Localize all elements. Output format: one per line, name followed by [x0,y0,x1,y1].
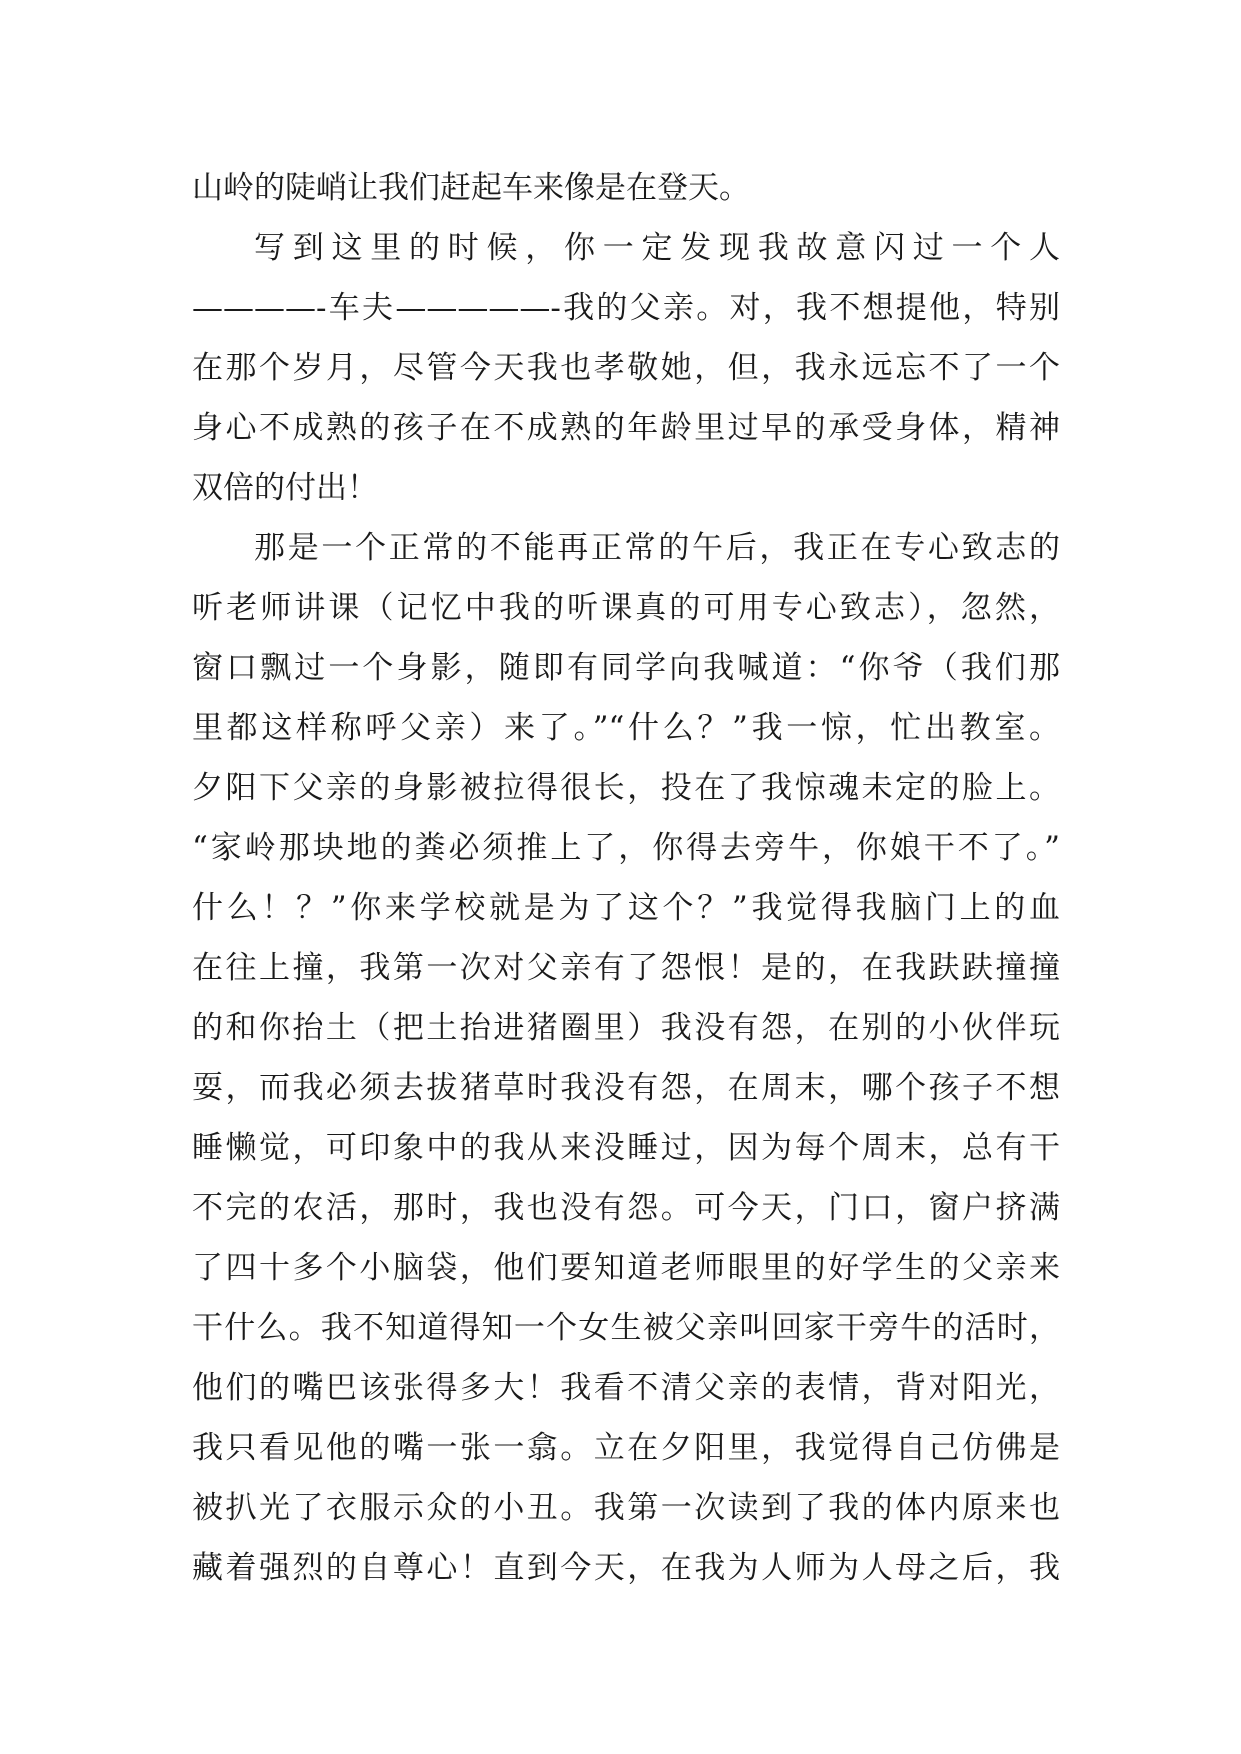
text-line: 藏着强烈的自尊心！直到今天，在我为人师为人母之后，我 [192,1550,1060,1586]
text-line: 不完的农活，那时，我也没有怨。可今天，门口，窗户挤满 [192,1190,1060,1226]
text-line: 被扒光了衣服示众的小丑。我第一次读到了我的体内原来也 [192,1490,1060,1526]
text-line: 听老师讲课（记忆中我的听课真的可用专心致志），忽然， [192,590,1060,626]
text-line: 那是一个正常的不能再正常的午后，我正在专心致志的 [254,530,1060,566]
text-line: ————-车夫—————-我的父亲。对，我不想提他，特别 [192,290,1060,326]
text-line: 在那个岁月，尽管今天我也孝敬她，但，我永远忘不了一个 [192,350,1060,386]
text-line: 干什么。我不知道得知一个女生被父亲叫回家干旁牛的活时， [192,1310,1060,1346]
text-line: 山岭的陡峭让我们赶起车来像是在登天。 [192,170,750,206]
text-line: 睡懒觉，可印象中的我从来没睡过，因为每个周末，总有干 [192,1130,1060,1166]
text-line: 在往上撞，我第一次对父亲有了怨恨！是的，在我趺趺撞撞 [192,950,1060,986]
text-line: 写到这里的时候，你一定发现我故意闪过一个人 [254,230,1060,266]
text-line: 双倍的付出！ [192,470,378,506]
text-line: 夕阳下父亲的身影被拉得很长，投在了我惊魂未定的脸上。 [192,770,1060,806]
text-line: 他们的嘴巴该张得多大！我看不清父亲的表情，背对阳光， [192,1370,1060,1406]
text-line: “家岭那块地的粪必须推上了，你得去旁牛，你娘干不了。” [192,830,1060,866]
body-text [192,158,1060,1598]
text-line: 里都这样称呼父亲）来了。”“什么？”我一惊，忙出教室。 [192,710,1060,746]
text-line: 什么！？”你来学校就是为了这个？”我觉得我脑门上的血 [192,890,1060,926]
text-line: 窗口飘过一个身影，随即有同学向我喊道：“你爷（我们那 [192,650,1060,686]
text-line: 了四十多个小脑袋，他们要知道老师眼里的好学生的父亲来 [192,1250,1060,1286]
text-line: 我只看见他的嘴一张一翕。立在夕阳里，我觉得自己仿佛是 [192,1430,1060,1466]
text-line: 耍，而我必须去拔猪草时我没有怨，在周末，哪个孩子不想 [192,1070,1060,1106]
text-line: 身心不成熟的孩子在不成熟的年龄里过早的承受身体，精神 [192,410,1060,446]
text-line: 的和你抬土（把土抬进猪圈里）我没有怨，在别的小伙伴玩 [192,1010,1060,1046]
